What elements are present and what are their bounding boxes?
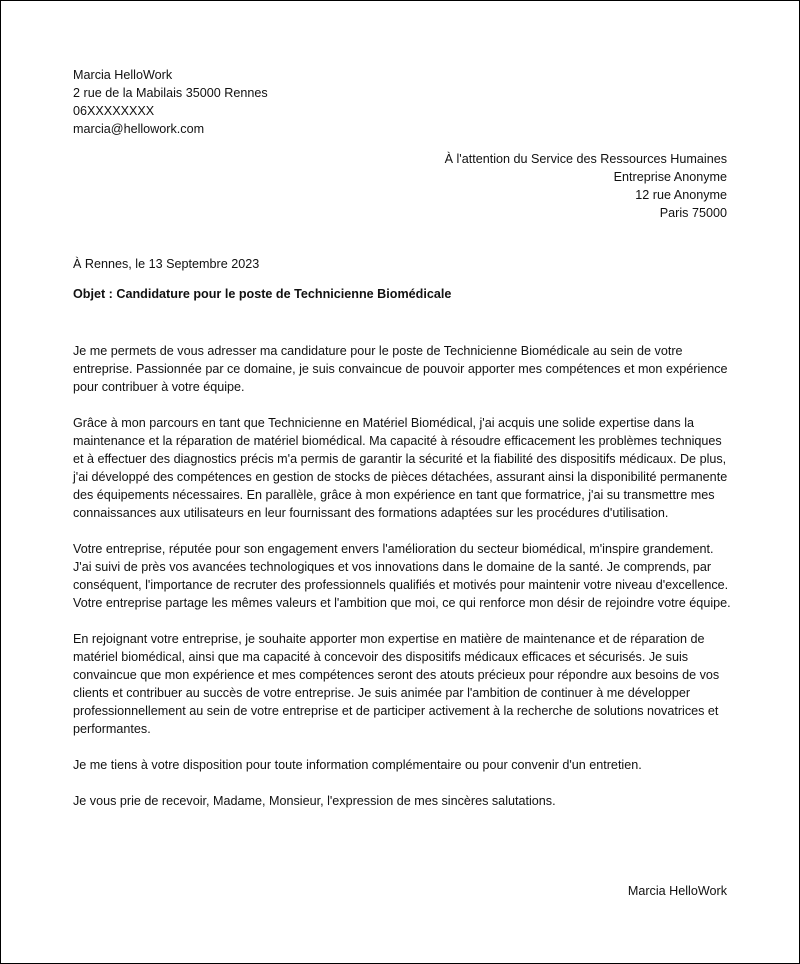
body-paragraph: Votre entreprise, réputée pour son engagement envers l'amélioration du secteur biomédical, m'inspire grandement. J'ai suivi de près vos avancées technologiques et vos innovations dans le domaine de la santé. Je comprends, par conséquent, l'importance de recruter des professionnels qualifiés et motivés pour maintenir votre niveau d'excellence. Votre entreprise partage les mêmes valeurs et l'ambition que moi, ce qui renforce mon désir de rejoindre votre équipe. xyxy=(73,542,731,610)
body-paragraph: Je me tiens à votre disposition pour toute information complémentaire ou pour convenir d'un entretien. xyxy=(73,758,642,772)
sender-email: marcia@hellowork.com xyxy=(73,122,205,136)
recipient-street: 12 rue Anonyme xyxy=(635,188,727,202)
recipient-company: Entreprise Anonyme xyxy=(613,170,727,184)
body-paragraph: Grâce à mon parcours en tant que Technicienne en Matériel Biomédical, j'ai acquis une solide expertise dans la maintenance et la réparation de matériel biomédical. Ma capacité à résoudre efficacement les problèmes techniques et à effectuer des diagnostics précis m'a permis de garantir la sécurité et la fiabilité des dispositifs médicaux. De plus, j'ai développé des compétences en gestion de stocks de pièces détachées, assurant ainsi la disponibilité permanente des équipements nécessaires. En parallèle, grâce à mon expérience en tant que formatrice, j'ai su transmettre mes connaissances aux utilisateurs en leur fournissant des formations adaptées sur les procédures d'utilisation. xyxy=(73,416,728,520)
letter-subject: Objet : Candidature pour le poste de Technicienne Biomédicale xyxy=(73,287,452,301)
sender-address: 2 rue de la Mabilais 35000 Rennes xyxy=(73,86,268,100)
body-paragraph: Je me permets de vous adresser ma candidature pour le poste de Technicienne Biomédicale au sein de votre entreprise. Passionnée par ce domaine, je suis convaincue de pouvoir apporter mes compétences et mon expérience pour contribuer à votre équipe. xyxy=(73,344,728,394)
letter-body xyxy=(73,342,733,828)
recipient-block xyxy=(307,150,727,222)
sender-name: Marcia HelloWork xyxy=(73,68,173,82)
letter-date: À Rennes, le 13 Septembre 2023 xyxy=(73,257,260,271)
recipient-attention: À l'attention du Service des Ressources Humaines xyxy=(444,152,727,166)
sender-phone: 06XXXXXXXX xyxy=(73,104,155,118)
body-paragraph: En rejoignant votre entreprise, je souhaite apporter mon expertise en matière de maintenance et de réparation de matériel biomédical, ainsi que ma capacité à concevoir des dispositifs médicaux efficaces et sécurisés. Je suis convaincue que mon expérience et mes compétences seront des atouts précieux pour répondre aux besoins de vos clients et contribuer au succès de votre entreprise. Je suis animée par l'ambition de continuer à me développer professionnellement au sein de votre entreprise et de participer activement à la recherche de solutions novatrices et performantes. xyxy=(73,632,720,736)
signature: Marcia HelloWork xyxy=(627,884,727,898)
sender-block xyxy=(73,66,473,138)
recipient-city: Paris 75000 xyxy=(659,206,727,220)
closing-paragraph: Je vous prie de recevoir, Madame, Monsieur, l'expression de mes sincères salutations. xyxy=(73,794,556,808)
